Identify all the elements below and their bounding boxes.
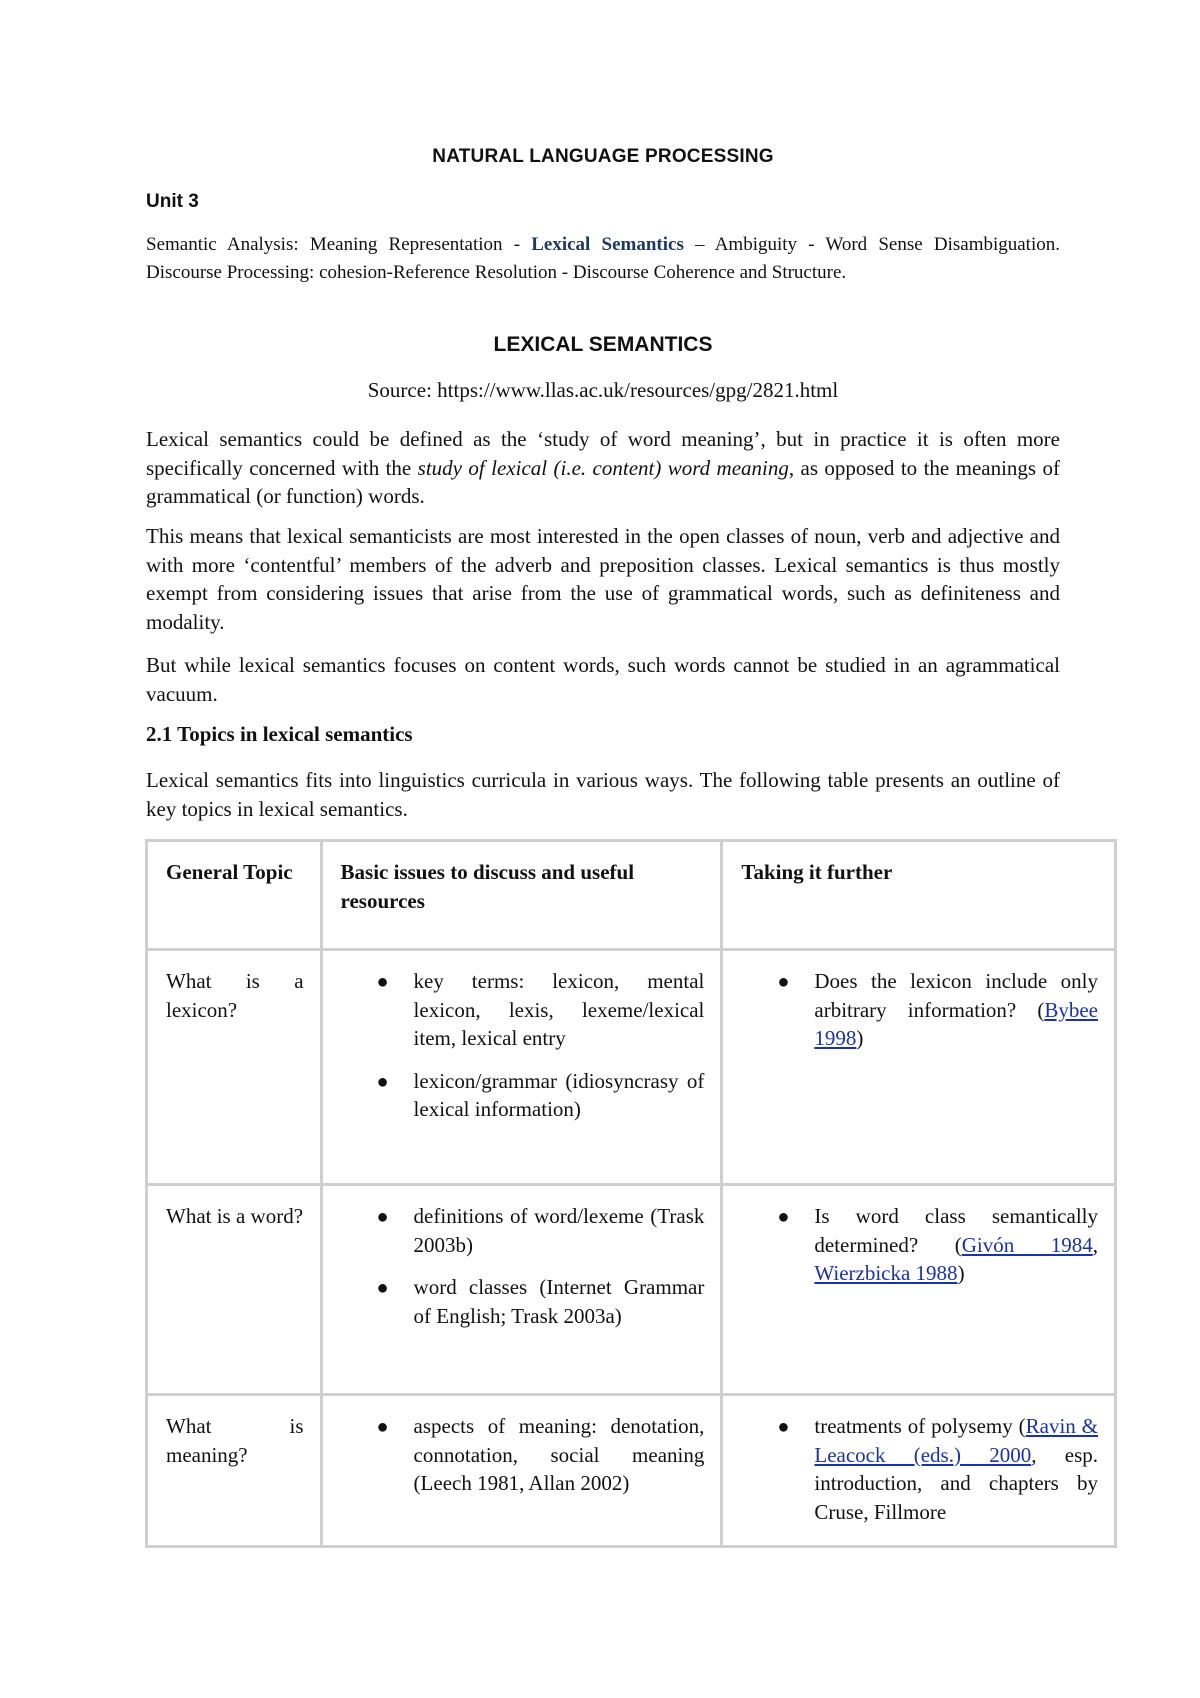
list-item (341, 1067, 705, 1124)
bullet-text: key terms: lexicon, mental lexicon, lexis, lexeme/lexical item, lexical entry (413, 969, 705, 1050)
bullet-text: treatments of polysemy ( (814, 1414, 1026, 1438)
paragraph-content-words: But while lexical semantics focuses on content words, such words cannot be studied in an agrammatical vacuum. (146, 653, 1060, 706)
bullet-icon: ● (777, 1206, 790, 1228)
further-cell (722, 950, 1116, 1185)
bullet-text-end: ) (856, 1026, 864, 1050)
unit-label: Unit 3 (146, 191, 199, 212)
bullet-text-end: ) (957, 1261, 965, 1285)
reference-link-bybee[interactable]: Bybee 1998 (814, 997, 1098, 1050)
p1-text-after: , as opposed to the meanings of grammatical (or function) words. (146, 455, 1061, 508)
bullet-icon: ● (376, 1206, 389, 1228)
topic-cell: What is a word? (147, 1185, 322, 1395)
topics-table (145, 839, 1117, 1548)
p1-text-before: Lexical semantics could be defined as the ‘study of word meaning’, but in practice it is often more specifically concerned with the (146, 427, 1060, 480)
table-row (147, 1185, 1116, 1395)
syllabus-highlight: Lexical Semantics (531, 234, 684, 255)
reference-link-givon[interactable]: Givón 1984 (961, 1232, 1093, 1257)
reference-link-ravin-leacock[interactable]: Ravin & Leacock (eds.) 2000 (814, 1414, 1098, 1467)
further-cell (722, 1185, 1116, 1395)
bullet-separator: , (1092, 1232, 1098, 1257)
bullet-text: Does the lexicon include only arbitrary information? ( (814, 969, 1098, 1022)
list-item (741, 967, 1098, 1053)
list-item (341, 1202, 705, 1259)
section-title: LEXICAL SEMANTICS (493, 333, 713, 356)
document-title: NATURAL LANGUAGE PROCESSING (432, 146, 774, 167)
table-row (147, 1395, 1116, 1547)
bullet-icon: ● (376, 1277, 389, 1299)
column-header-taking-further: Taking it further (722, 841, 1116, 950)
bullet-icon: ● (777, 971, 790, 993)
syllabus-text-1: Semantic Analysis: Meaning Representation - (146, 234, 532, 255)
source-line: Source: https://www.llas.ac.uk/resources/gpg/2821.html (367, 378, 839, 402)
basic-issues-cell (321, 1185, 722, 1395)
column-header-basic-issues: Basic issues to discuss and useful resources (321, 841, 722, 950)
syllabus-text-2: – Ambiguity - Word Sense Disambiguation. Discourse Processing: cohesion-Reference Resolution - Discourse Coherence and Structure. (146, 234, 1060, 283)
paragraph-open-classes: This means that lexical semanticists are most interested in the open classes of noun, verb and adjective and with more ‘contentful’ members of the adverb and preposition classes. Lexical semantics is thus mostly exempt from considering issues that arise from the use of grammatical words, such as definiteness and modality. (146, 524, 1060, 634)
list-item (741, 1202, 1098, 1288)
bullet-icon: ● (376, 1070, 389, 1093)
bullet-text-end: , esp. introduction, and chapters by Cruse, Fillmore (814, 1442, 1099, 1524)
subheading-topics: 2.1 Topics in lexical semantics (146, 722, 413, 746)
table-row (147, 950, 1116, 1185)
bullet-text: aspects of meaning: denotation, connotation, social meaning (Leech 1981, Allan 2002) (413, 1414, 705, 1495)
bullet-icon: ● (376, 1416, 389, 1438)
bullet-icon: ● (777, 1416, 790, 1438)
basic-issues-cell (321, 950, 722, 1185)
bullet-text: word classes (Internet Grammar of English; Trask 2003a) (413, 1275, 705, 1328)
paragraph-definition (146, 425, 1060, 511)
paragraph-table-intro: Lexical semantics fits into linguistics curricula in various ways. The following table presents an outline of key topics in lexical semantics. (146, 768, 1060, 821)
bullet-text: lexicon/grammar (idiosyncrasy of lexical information) (413, 1068, 705, 1121)
bullet-text: Is word class semantically determined? ( (814, 1204, 1098, 1257)
basic-issues-cell (321, 1395, 722, 1547)
list-item (741, 1412, 1098, 1526)
list-item (341, 1412, 705, 1498)
p1-italic: study of lexical (i.e. content) word meaning (417, 455, 789, 480)
unit-syllabus (146, 231, 1060, 287)
table-header-row (147, 841, 1116, 950)
bullet-icon: ● (376, 971, 389, 993)
reference-link-wierzbicka[interactable]: Wierzbicka 1988 (814, 1261, 958, 1285)
further-cell (722, 1395, 1116, 1547)
list-item (341, 967, 705, 1053)
column-header-general-topic: General Topic (147, 841, 322, 950)
bullet-text: definitions of word/lexeme (Trask 2003b) (413, 1204, 705, 1257)
topic-cell: What is a lexicon? (147, 950, 322, 1185)
topic-cell: What is meaning? (147, 1395, 322, 1547)
list-item (341, 1273, 705, 1330)
